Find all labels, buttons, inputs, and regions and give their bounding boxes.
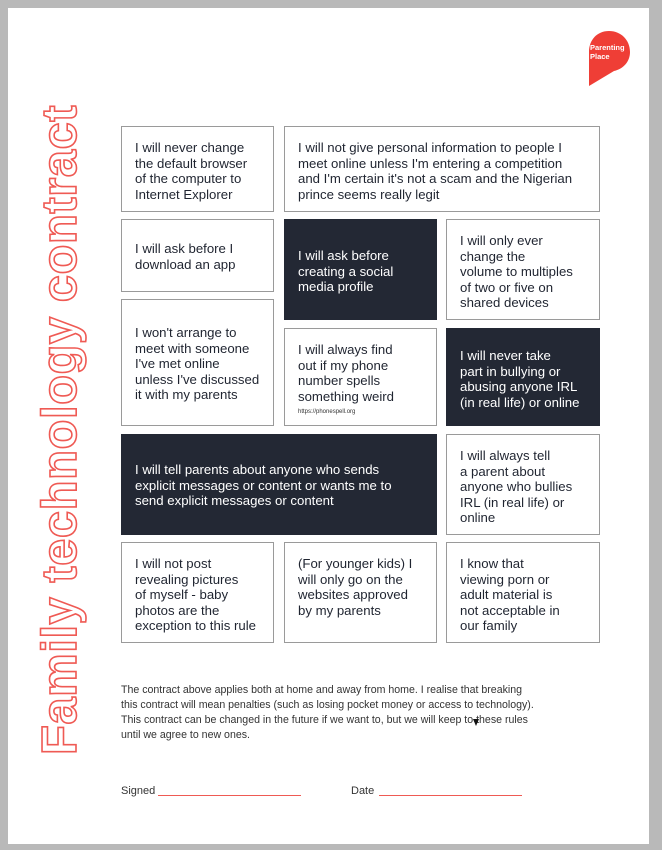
logo-line-1: Parenting: [590, 43, 625, 52]
rule-text: I know that viewing porn or adult material is not acceptable in our family: [460, 556, 560, 633]
contract-terms: The contract above applies both at home and away from home. I realise that breaking this contract will mean penalties (such as losing pocket money or access to technology). This contract can be changed in the future if we want to, but we will keep to these rules until we agree to new ones.: [121, 684, 534, 741]
rule-text: I will ask before I download an app: [135, 241, 236, 272]
rule-box: [446, 219, 600, 320]
rule-box: [446, 434, 600, 535]
rule-text: I will not post revealing pictures of myself - baby photos are the exception to this rule: [135, 556, 256, 633]
mouse-cursor: [473, 719, 479, 726]
signature-line[interactable]: [158, 795, 301, 796]
rule-text: I will always find out if my phone number spells something weird: [298, 342, 395, 404]
rule-text: I will not give personal information to people I meet online unless I'm entering a competition and I'm certain it's not a scam and the Nigerian prince seems really legit: [298, 140, 573, 202]
rule-box: [121, 434, 437, 535]
date-line[interactable]: [379, 795, 522, 796]
rule-text: I will only ever change the volume to multiples of two or five on shared devices: [460, 233, 573, 310]
rule-box: [284, 542, 437, 643]
rule-text: I will never take part in bullying or abusing anyone IRL (in real life) or online: [460, 348, 580, 410]
logo-text: [590, 44, 630, 61]
rule-box: [446, 328, 600, 426]
rule-box: [284, 126, 600, 212]
rule-text: (For younger kids) I will only go on the websites approved by my parents: [298, 556, 413, 618]
rule-box: [121, 542, 274, 643]
rule-box: [284, 219, 437, 320]
date-label: Date: [351, 785, 375, 797]
rule-text: I will always tell a parent about anyone who bullies IRL (in real life) or online: [460, 448, 573, 525]
rule-box: [121, 299, 274, 426]
rule-box: [284, 328, 437, 426]
rule-text: I will never change the default browser of the computer to Internet Explorer: [135, 140, 248, 202]
logo-line-2: Place: [590, 51, 610, 61]
signed-label: Signed: [121, 785, 156, 797]
rule-url: https://phonespell.org: [298, 409, 356, 415]
rule-box: [121, 126, 274, 212]
rule-text: I won't arrange to meet with someone I've met online unless I've discussed it with my parents: [135, 325, 260, 402]
rule-text: I will tell parents about anyone who sends explicit messages or content or wants me to send explicit messages or content: [135, 462, 392, 508]
page-title: Family technology contract: [33, 104, 87, 755]
rule-box: [446, 542, 600, 643]
rule-text: I will ask before creating a social media profile: [298, 248, 394, 294]
rule-box: [121, 219, 274, 292]
